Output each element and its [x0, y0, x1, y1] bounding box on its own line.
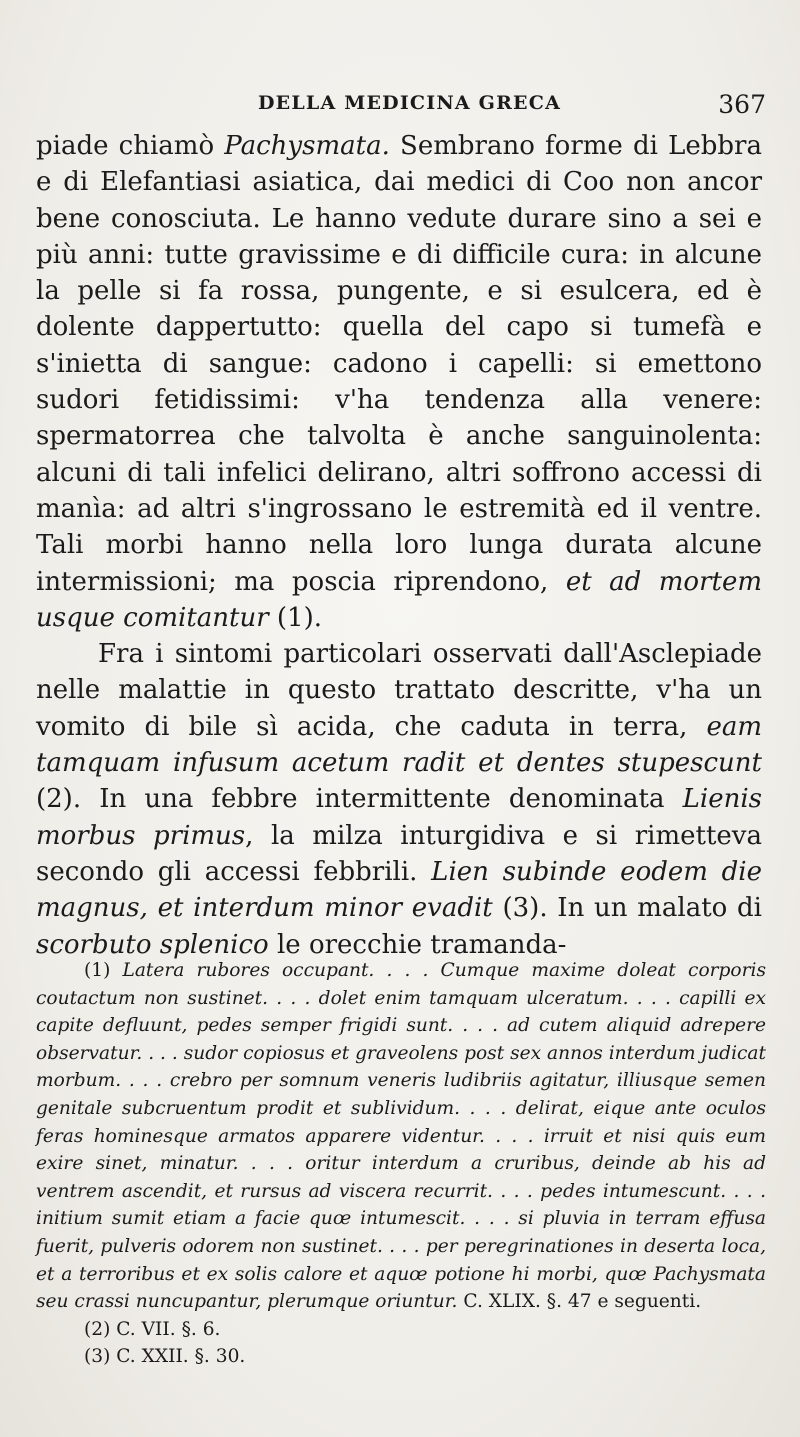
paragraph — [36, 636, 762, 963]
italic-term: scorbuto splenico — [36, 929, 269, 960]
footnotes — [36, 957, 766, 1371]
footnote-3: (3) C. XXII. §. 30. — [84, 1346, 246, 1368]
text-run: (2). In una febbre intermittente denominata — [36, 784, 683, 815]
page-number: 367 — [718, 90, 766, 119]
italic-term: Pachysmata. — [224, 131, 390, 161]
main-text — [36, 128, 762, 963]
footnote-marker: (1) — [84, 960, 123, 981]
text-run: piade chiamò — [36, 131, 225, 161]
latin-term: Lienis morbus primus — [36, 784, 762, 851]
text-run: Sembrano forme di Lebbra e di Elefantiasi asiatica, dai medici di Coo non ancor bene conosciuta. Le hanno vedute durare sino a sei e più anni: tutte gravissime e di difficile cura: in alcune la pelle si fa rossa, pungente, e si esulcera, ed è dolente dappertutto: quella del capo si tumefà e s'inietta di sangue: cadono i capelli: si emettono sudori fetidissimi: v'ha tendenza alla venere: spermatorrea che talvolta è anche sanguinolenta: alcuni di tali infelici delirano, altri soffrono accessi di manìa: ad altri s'ingrossano le estremità ed il ventre. Tali morbi hanno nella loro lunga durata alcune intermissioni; ma poscia riprendono, — [36, 131, 762, 597]
footnote-latin-text: Latera rubores occupant. . . . Cumque maxime doleat corporis coutactum non sustinet. . . . dolet enim tamquam ulceratum. . . . capilli ex capite defluunt, pedes semper frigidi sunt. . . . ad cutem aliquid adrepere observatur. . . . sudor copiosus et graveolens post sex annos interdum judicat morbum. . . . crebro per somnum veneris ludibriis agitatur, illiusque semen genitale subcruentum prodit et sublividum. . . . delirat, eique ante oculos feras hominesque armatos apparere videntur. . . . irruit et nisi quis eum exire sinet, minatur. . . . oritur interdum a cruribus, deinde ab his ad ventrem ascendit, et rursus ad viscera recurrit. . . . pedes intumescunt. . . . initium sumit etiam a facie quœ intumescit. . . . si pluvia in terram effusa fuerit, pulveris odorem non sustinet. . . . per peregrinationes in deserta loca, et a terroribus et ex solis calore et aquœ potione hi morbi, quœ Pachysmata seu crassi nuncupantur, plerumque oriuntur. — [36, 960, 767, 1313]
text-run: Fra i sintomi particolari osservati dall'Asclepiade nelle malattie in questo trattato descritte, v'ha un vomito di bile sì acida, che caduta in terra, — [36, 639, 762, 742]
latin-quote: eam tamquam infusum acetum radit et dentes stupescunt — [36, 711, 762, 779]
footnote-1 — [36, 957, 766, 1316]
latin-quote: et ad mortem usque comitantur — [36, 566, 762, 633]
latin-quote: Lien subinde eodem die magnus, et interdum minor evadit — [36, 856, 762, 924]
footnote-ref: (1). — [268, 602, 322, 633]
paragraph-continued — [36, 128, 762, 636]
page-header — [36, 90, 766, 126]
running-title: DELLA MEDICINA GRECA — [258, 92, 562, 114]
footnote-citation: C. XLIX. §. 47 e seguenti. — [457, 1291, 702, 1313]
text-run: , la milza inturgidiva e si rimetteva secondo gli accessi febbrili. — [36, 820, 762, 887]
footnote-2: (2) C. VII. §. 6. — [84, 1318, 221, 1340]
text-run: (3). In un malato di — [492, 893, 762, 924]
text-run: le orecchie tramanda- — [268, 929, 567, 960]
